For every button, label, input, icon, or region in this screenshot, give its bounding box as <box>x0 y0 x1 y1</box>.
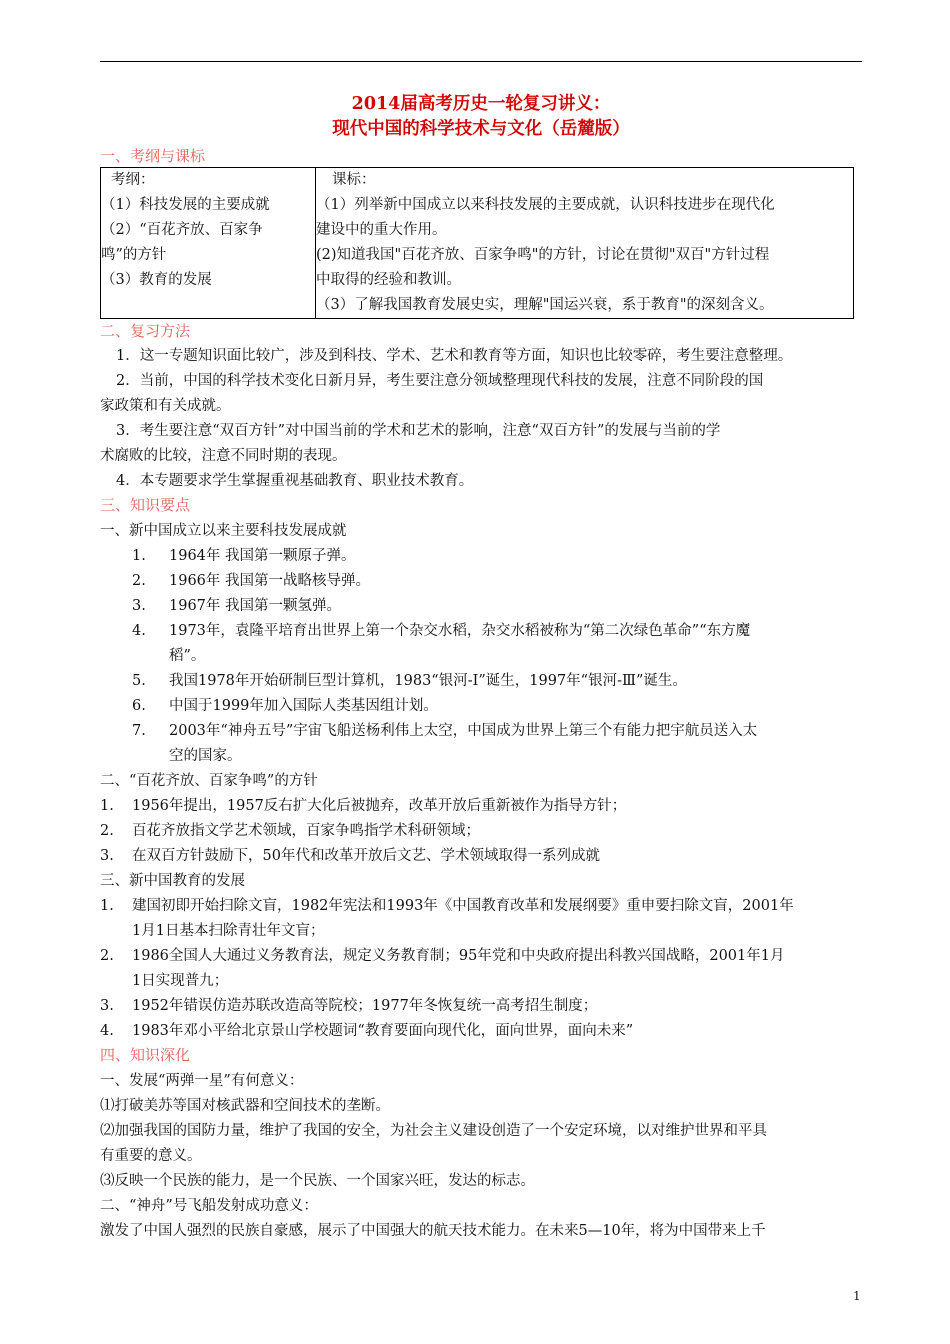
list-item: 2. 百花齐放指文学艺术领域，百家争鸣指学术科研领域； <box>100 823 480 839</box>
right-line: (2)知道我国"百花齐放、百家争鸣"的方针，讨论在贯彻"双百"方针过程 <box>316 247 770 263</box>
right-line: （1）列举新中国成立以来科技发展的主要成就，认识科技进步在现代化 <box>316 197 775 213</box>
left-line: （3）教育的发展 <box>101 272 212 288</box>
list-item: 1. 1964年 我国第一颗原子弹。 <box>132 548 356 564</box>
method-line: 家政策和有关成就。 <box>100 398 231 414</box>
list-item: 5. 我国1978年开始研制巨型计算机，1983“银河-Ⅰ”诞生，1997年“银河-Ⅲ”诞生。 <box>132 673 687 689</box>
list-item: 4. 1973年，袁隆平培育出世界上第一个杂交水稻，杂交水稻被称为“第二次绿色革命”“东方魔 <box>132 623 751 639</box>
section-heading-syllabus: 一、考纲与课标 <box>100 147 206 165</box>
subheading: 二、“神舟”号飞船发射成功意义： <box>100 1198 318 1214</box>
list-item: 4. 1983年邓小平给北京景山学校题词“教育要面向现代化，面向世界，面向未来” <box>100 1023 634 1039</box>
left-header: 考纲： <box>111 172 155 188</box>
list-item: 1. 建国初即开始扫除文盲，1982年宪法和1993年《中国教育改革和发展纲要》重申要扫除文盲，2001年 <box>100 898 794 914</box>
section-heading-points: 三、知识要点 <box>100 496 191 514</box>
paragraph-line: 有重要的意义。 <box>100 1148 202 1164</box>
subheading: 一、新中国成立以来主要科技发展成就 <box>100 523 347 539</box>
method-line: 3．考生要注意“双百方针”对中国当前的学术和艺术的影响，注意“双百方针”的发展与当前的学 <box>116 423 721 439</box>
right-header: 课标： <box>332 172 376 188</box>
paragraph-line: ⑶反映一个民族的能力，是一个民族、一个国家兴旺，发达的标志。 <box>100 1173 535 1189</box>
right-line: 建设中的重大作用。 <box>316 222 447 238</box>
subheading: 一、发展“两弹一星”有何意义： <box>100 1073 304 1089</box>
subheading: 二、“百花齐放、百家争鸣”的方针 <box>100 773 318 789</box>
header-rule <box>100 61 862 62</box>
list-item: 7. 2003年“神舟五号”宇宙飞船送杨利伟上太空，中国成为世界上第三个有能力把宇航员送入太 <box>132 723 758 739</box>
section-heading-deepen: 四、知识深化 <box>100 1046 191 1064</box>
syllabus-table <box>100 167 854 319</box>
right-line: 中取得的经验和教训。 <box>316 272 461 288</box>
title-line-2: 现代中国的科学技术与文化（岳麓版） <box>332 119 630 139</box>
page-number: 1 <box>853 1289 861 1303</box>
list-item-continuation: 1日实现普九； <box>132 973 229 989</box>
title-line-1: 2014届高考历史一轮复习讲义： <box>351 94 611 114</box>
list-item: 3. 在双百方针鼓励下，50年代和改革开放后文艺、学术领域取得一系列成就 <box>100 848 600 864</box>
list-item: 3. 1967年 我国第一颗氢弹。 <box>132 598 342 614</box>
section-heading-method: 二、复习方法 <box>100 322 191 340</box>
left-line: （2）“百花齐放、百家争 <box>101 222 263 238</box>
method-line: 术腐败的比较，注意不同时期的表现。 <box>100 448 347 464</box>
right-line: （3）了解我国教育发展史实，理解"国运兴衰，系于教育"的深刻含义。 <box>316 297 774 313</box>
list-item: 6. 中国于1999年加入国际人类基因组计划。 <box>132 698 438 714</box>
left-line: 鸣”的方针 <box>101 247 167 263</box>
list-item: 3. 1952年错误仿造苏联改造高等院校；1977年冬恢复统一高考招生制度； <box>100 998 598 1014</box>
left-line: （1）科技发展的主要成就 <box>101 197 270 213</box>
list-item-continuation: 空的国家。 <box>169 748 242 764</box>
paragraph-line: ⑵加强我国的国防力量，维护了我国的安全，为社会主义建设创造了一个安定环境，以对维护世界和平具 <box>100 1123 767 1139</box>
syllabus-left-cell <box>101 168 316 319</box>
list-item-continuation: 1月1日基本扫除青壮年文盲； <box>132 923 325 939</box>
method-line: 2．当前，中国的科学技术变化日新月异，考生要注意分领域整理现代科技的发展，注意不同阶段的国 <box>116 373 764 389</box>
paragraph-line: ⑴打破美苏等国对核武器和空间技术的垄断。 <box>100 1098 390 1114</box>
paragraph-line: 激发了中国人强烈的民族自豪感，展示了中国强大的航天技术能力。在未来5—10年，将为中国带来上千 <box>100 1223 766 1239</box>
list-item: 1. 1956年提出，1957反右扩大化后被抛弃，改革开放后重新被作为指导方针； <box>100 798 627 814</box>
syllabus-right-cell <box>316 168 854 319</box>
method-line: 1．这一专题知识面比较广，涉及到科技、学术、艺术和教育等方面，知识也比较零碎，考生要注意整理。 <box>116 348 793 364</box>
subheading: 三、新中国教育的发展 <box>100 873 245 889</box>
list-item: 2. 1986全国人大通过义务教育法，规定义务教育制；95年党和中央政府提出科教兴国战略，2001年1月 <box>100 948 785 964</box>
list-item: 2. 1966年 我国第一战略核导弹。 <box>132 573 371 589</box>
list-item-continuation: 稻”。 <box>169 648 206 664</box>
method-line: 4．本专题要求学生掌握重视基础教育、职业技术教育。 <box>116 473 474 489</box>
